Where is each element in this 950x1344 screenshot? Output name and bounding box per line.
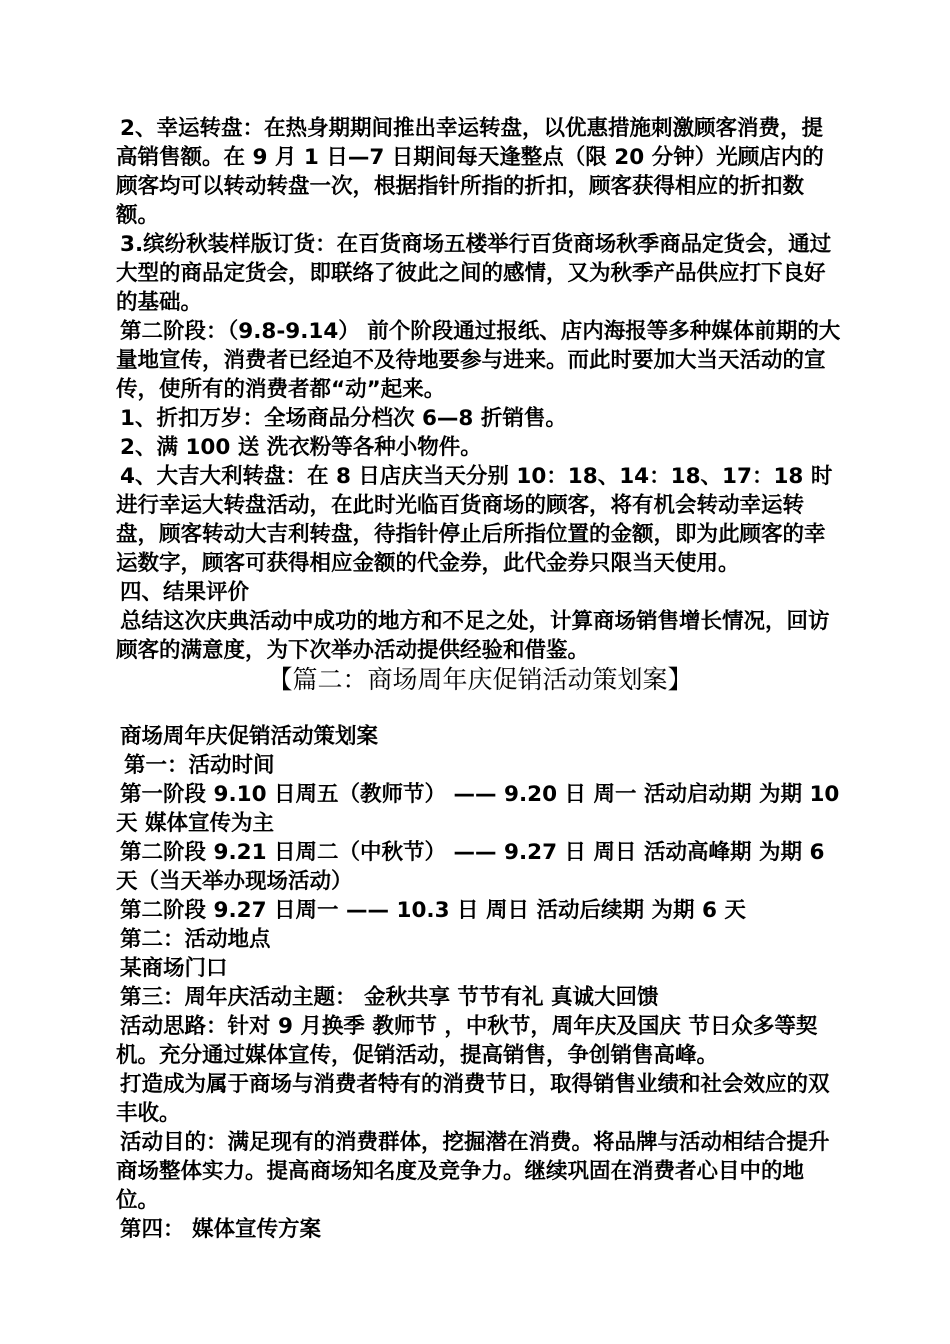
paragraph-lucky-wheel: 2、幸运转盘：在热身期期间推出幸运转盘，以优惠措施刺激顾客消费，提高销售额。在 9 月 1 日—7 日期间每天逢整点（限 20 分钟）光顾店内的顾客均可以转动转盘一次，根据指针所指的折扣，顾客获得相应的折扣数额。 [116, 116, 824, 228]
paragraph-phase-2: 第二阶段 9.21 日周二（中秋节） —— 9.27 日 周日 活动高峰期 为期 6 天（当天举办现场活动） [116, 840, 825, 894]
paragraph-phase-3: 第二阶段 9.27 日周一 —— 10.3 日 周日 活动后续期 为期 6 天 [120, 898, 746, 923]
section-heading-location: 第二：活动地点 [120, 927, 271, 952]
paragraph-big-wheel: 4、大吉大利转盘：在 8 日店庆当天分别 10：18、14：18、17：18 时进行幸运大转盘活动，在此时光临百货商场的顾客，将有机会转动幸运转盘，顾客转动大吉利转盘，待指针停止后所指位置的金额，即为此顾客的幸运数字，顾客可获得相应金额的代金券，此代金券只限当天使用。 [116, 464, 833, 576]
section-heading-time: 第一：活动时间 [124, 753, 275, 778]
paragraph-autumn-order: 3.缤纷秋装样版订货：在百货商场五楼举行百货商场秋季商品定货会，通过大型的商品定货会，即联络了彼此之间的感情，又为秋季产品供应打下良好的基础。 [116, 232, 832, 315]
paragraph-evaluation: 总结这次庆典活动中成功的地方和不足之处，计算商场销售增长情况，回访顾客的满意度，为下次举办活动提供经验和借鉴。 [116, 609, 830, 663]
paragraph-purpose: 活动目的：满足现有的消费群体，挖掘潜在消费。将品牌与活动相结合提升商场整体实力。提高商场知名度及竞争力。继续巩固在消费者心目中的地位。 [116, 1130, 830, 1213]
paragraph-phase-1: 第一阶段 9.10 日周五（教师节） —— 9.20 日 周一 活动启动期 为期 10 天 媒体宣传为主 [116, 782, 840, 836]
section-heading-theme: 第三：周年庆活动主题： 金秋共享 节节有礼 真诚大回馈 [120, 985, 659, 1010]
paragraph-discount: 1、折扣万岁：全场商品分档次 6—8 折销售。 [120, 406, 567, 431]
section-heading-media: 第四： 媒体宣传方案 [120, 1217, 321, 1242]
plan-title: 商场周年庆促销活动策划案 [120, 724, 379, 749]
paragraph-phase-two: 第二阶段：（9.8-9.14） 前个阶段通过报纸、店内海报等多种媒体前期的大量地宣传，消费者已经迫不及待地要参与进来。而此时要加大当天活动的宣传，使所有的消费者都“动”起来。 [116, 319, 841, 402]
paragraph-idea: 活动思路：针对 9 月换季 教师节 ，中秋节，周年庆及国庆 节日众多等契机。充分通过媒体宣传，促销活动，提高销售，争创销售高峰。 [116, 1014, 818, 1068]
section-heading-evaluation: 四、结果评价 [120, 580, 250, 605]
article-title: 【篇二：商场周年庆促销活动策划案】 [267, 665, 693, 694]
paragraph-gift: 2、满 100 送 洗衣粉等各种小物件。 [120, 435, 482, 460]
paragraph-harvest: 打造成为属于商场与消费者特有的消费节日，取得销售业绩和社会效应的双丰收。 [116, 1072, 830, 1126]
paragraph-location: 某商场门口 [120, 956, 228, 981]
document-page [116, 114, 844, 1244]
